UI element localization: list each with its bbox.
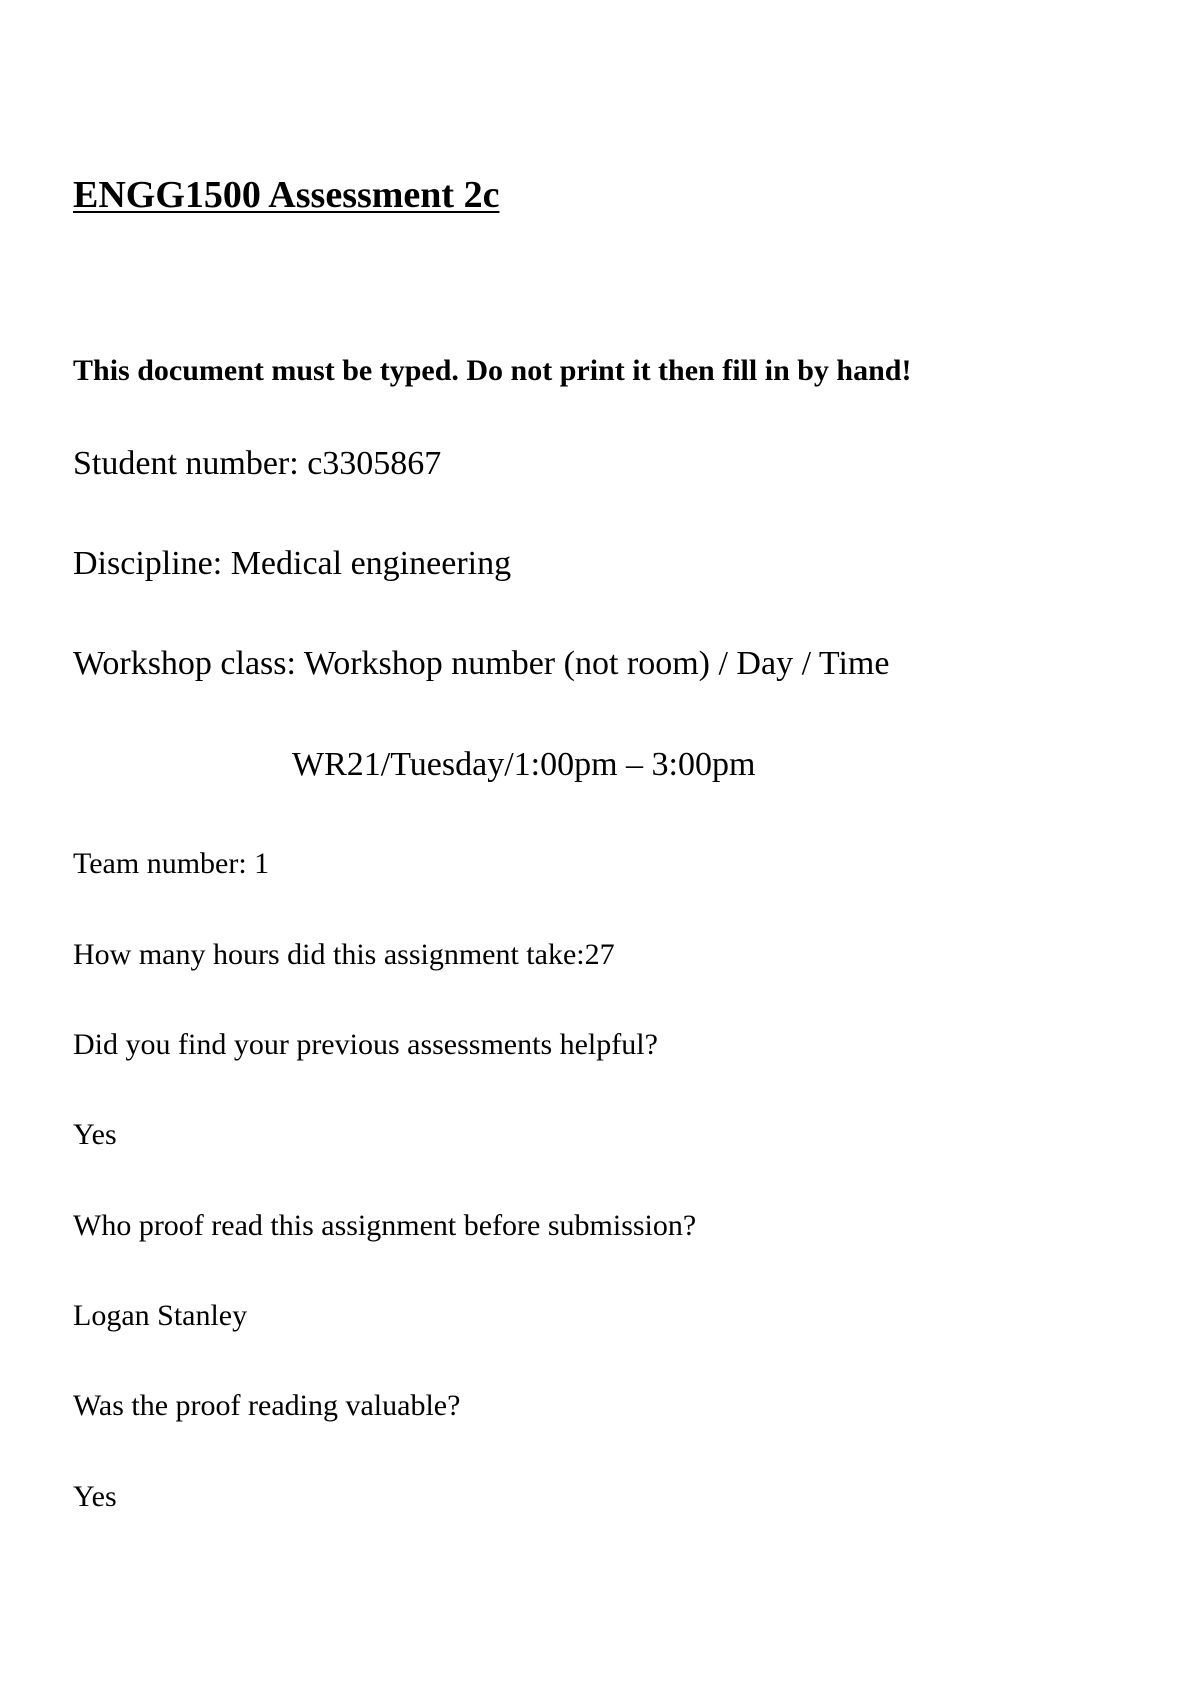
discipline: Discipline: Medical engineering bbox=[73, 545, 512, 582]
proof-reading-valuable-question: Was the proof reading valuable? bbox=[73, 1389, 461, 1422]
workshop-class-value: WR21/Tuesday/1:00pm – 3:00pm bbox=[292, 746, 756, 783]
proof-reading-valuable-answer: Yes bbox=[73, 1480, 117, 1513]
previous-assessments-answer: Yes bbox=[73, 1118, 117, 1151]
workshop-class-label: Workshop class: Workshop number (not room) / Day / Time bbox=[73, 645, 890, 682]
typing-notice: This document must be typed. Do not print it then fill in by hand! bbox=[73, 354, 912, 387]
document-title: ENGG1500 Assessment 2c bbox=[73, 174, 500, 216]
team-number: Team number: 1 bbox=[73, 847, 270, 880]
student-number: Student number: c3305867 bbox=[73, 445, 442, 482]
proof-reader-question: Who proof read this assignment before submission? bbox=[73, 1209, 697, 1242]
previous-assessments-question: Did you find your previous assessments helpful? bbox=[73, 1028, 658, 1061]
proof-reader-answer: Logan Stanley bbox=[73, 1299, 248, 1332]
hours-taken: How many hours did this assignment take:27 bbox=[73, 938, 615, 971]
